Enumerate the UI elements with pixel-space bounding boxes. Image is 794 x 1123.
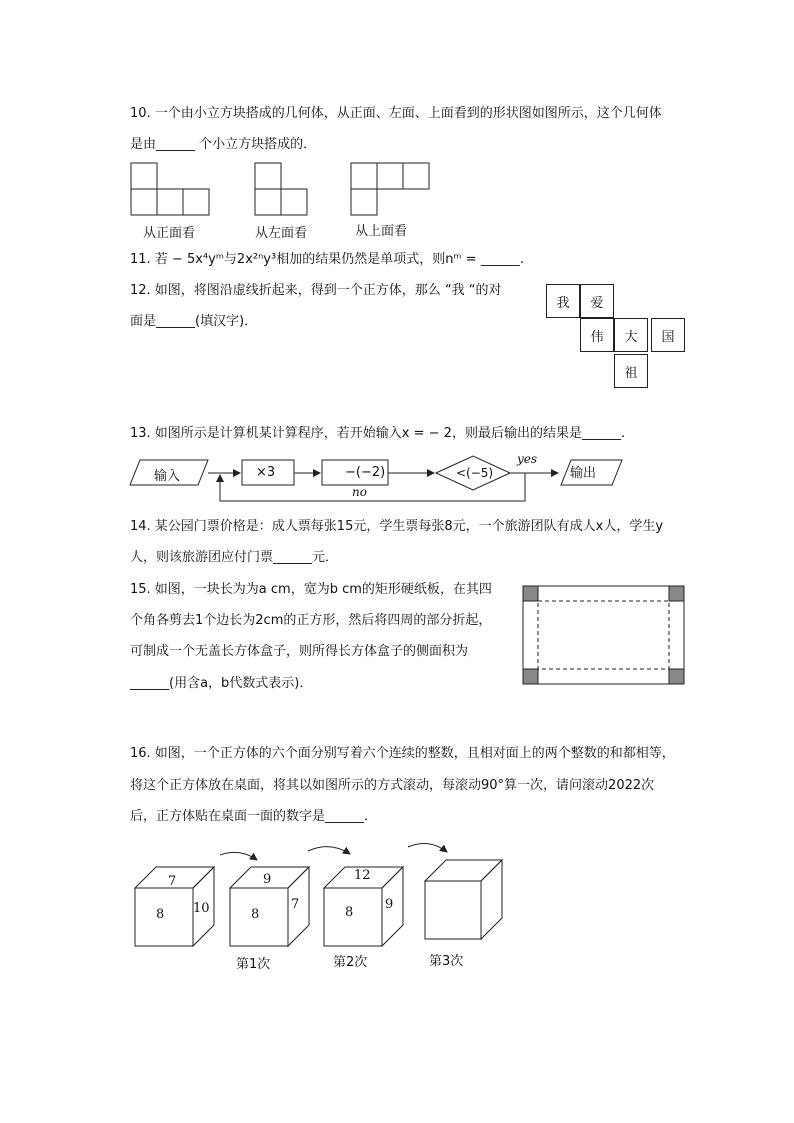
cube0-side: 10 — [193, 901, 210, 916]
roll-arrow-2 — [308, 847, 350, 854]
cardboard-figure — [520, 583, 688, 687]
cube1-top: 9 — [263, 872, 272, 887]
corner-square-tr — [669, 586, 684, 601]
flow-step2-label: −(−2) — [345, 465, 386, 480]
q12-line1: 12. 如图，将图沿虚线折起来，得到一个正方体，那么 “我 “的对 — [130, 283, 502, 298]
cube1-side: 7 — [291, 897, 300, 912]
rolling-cubes-figure — [125, 838, 515, 953]
q14-line1: 14. 某公园门票价格是：成人票每张15元，学生票每张8元，一个旅游团队有成人x人，学生y — [130, 519, 664, 534]
top-view-figure — [351, 163, 429, 215]
q10-line2: 是由______ 个小立方块搭成的． — [130, 137, 317, 152]
flow-no-label: no — [352, 485, 367, 499]
front-view-figure — [131, 163, 209, 215]
cube3-caption: 第3次 — [429, 954, 464, 969]
net-cell-wei: 伟 — [580, 318, 614, 352]
cube2-top: 12 — [354, 868, 371, 883]
fold-lines — [538, 601, 669, 669]
q15-line2: 个角各剪去1个边长为2cm的正方形，然后将四周的部分折起， — [130, 613, 492, 628]
flow-yes-label: yes — [517, 452, 538, 466]
cube1-caption: 第1次 — [236, 957, 271, 972]
cube1-front: 8 — [251, 907, 260, 922]
cube2-front: 8 — [345, 905, 354, 920]
q15-line1: 15. 如图，一块长为为a cm，宽为b cm的矩形硬纸板，在其四 — [130, 582, 492, 597]
net-cell-ai: 爱 — [580, 284, 614, 318]
net-cell-zu: 祖 — [614, 354, 648, 388]
flow-step1-label: ×3 — [256, 465, 276, 480]
cube0-top: 7 — [168, 874, 177, 889]
cube0-front: 8 — [156, 907, 165, 922]
caption-top-view: 从上面看 — [355, 224, 408, 239]
roll-arrow-3 — [408, 843, 447, 852]
corner-square-tl — [523, 586, 538, 601]
net-cell-da: 大 — [614, 318, 648, 352]
q15-line3: 可制成一个无盖长方体盒子，则所得长方体盒子的侧面积为 — [130, 644, 469, 659]
cube2-caption: 第2次 — [333, 955, 368, 970]
flow-input-label: 输入 — [154, 469, 181, 484]
cube2-side: 9 — [385, 897, 394, 912]
q15-line4: ______(用含a，b代数式表示)． — [130, 676, 313, 691]
q11-text: 11. 若 − 5x⁴yᵐ与2x²ⁿy³相加的结果仍然是单项式，则nᵐ = ______. — [130, 252, 524, 267]
corner-square-bl — [523, 669, 538, 684]
flow-output-label: 输出 — [570, 466, 597, 481]
q16-line1: 16. 如图，一个正方体的六个面分别写着六个连续的整数，且相对面上的两个整数的和都相等， — [130, 746, 675, 761]
q12-line2: 面是______(填汉字)． — [130, 314, 258, 329]
q10-line1: 10. 一个由小立方块搭成的几何体，从正面、左面、上面看到的形状图如图所示，这个几何体 — [130, 106, 662, 121]
caption-left-view: 从左面看 — [255, 226, 308, 241]
q13-text: 13. 如图所示是计算机某计算程序，若开始输入x = − 2，则最后输出的结果是______. — [130, 426, 626, 441]
q16-line2: 将这个正方体放在桌面，将其以如图所示的方式滚动，每滚动90°算一次，请问滚动2022次 — [130, 778, 655, 793]
three-view-figures — [125, 160, 445, 220]
left-view-figure — [255, 163, 307, 215]
caption-front-view: 从正面看 — [143, 226, 196, 241]
flow-condition-label: <(−5) — [456, 466, 494, 480]
q16-line3: 后，正方体贴在桌面一面的数字是______． — [130, 809, 378, 824]
net-cell-wo: 我 — [546, 284, 580, 318]
roll-arrow-1 — [220, 852, 257, 860]
net-cell-guo: 国 — [651, 318, 685, 352]
q14-line2: 人，则该旅游团应付门票______元． — [130, 550, 339, 565]
cube-roll-3 — [425, 860, 502, 939]
corner-square-br — [669, 669, 684, 684]
